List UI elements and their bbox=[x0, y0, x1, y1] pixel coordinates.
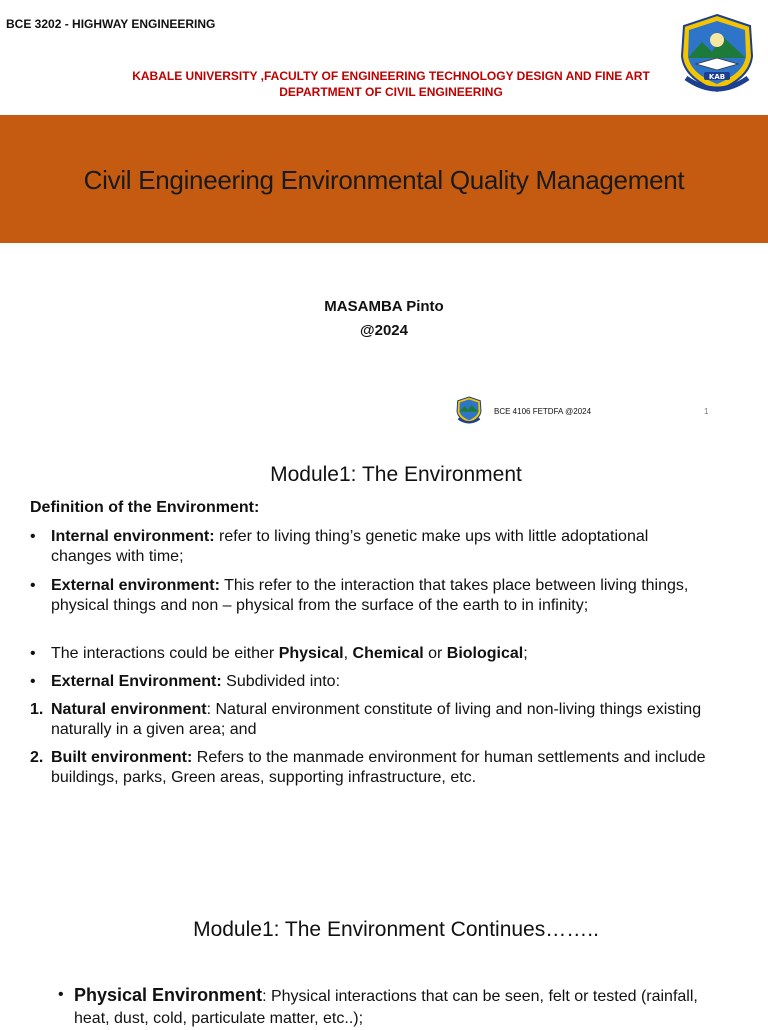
numbered-item bbox=[30, 700, 710, 740]
item-text: Subdivided into: bbox=[221, 673, 341, 690]
interactions-sep: , bbox=[343, 645, 353, 662]
interactions-sep: or bbox=[423, 645, 447, 662]
department-line: DEPARTMENT OF CIVIL ENGINEERING bbox=[279, 85, 503, 99]
presentation-title: Civil Engineering Environmental Quality Management bbox=[83, 165, 685, 195]
interactions-physical: Physical bbox=[278, 645, 344, 662]
slide-footer: BCE 4106 FETDFA @2024 bbox=[494, 407, 592, 416]
interactions-pre: The interactions could be either bbox=[51, 645, 279, 662]
university-line: KABALE UNIVERSITY ,FACULTY OF ENGINEERING TECHNOLOGY DESIGN AND FINE ART bbox=[132, 69, 650, 83]
item-number: 1. bbox=[30, 701, 44, 718]
list-item bbox=[30, 576, 710, 616]
item-text: Refers to the manmade environment for human settlements and include buildings, parks, Green areas, supporting infrastructure, etc. bbox=[51, 749, 706, 786]
item-lead: External environment: bbox=[51, 577, 220, 594]
item-text: This refer to the interaction that takes place between living things, physical things and non – physical from the surface of the earth to in infinity; bbox=[51, 577, 689, 614]
interactions-biological: Biological bbox=[446, 645, 524, 662]
footer-logo-icon bbox=[455, 396, 483, 424]
item-lead: External Environment: bbox=[51, 673, 222, 690]
list-item bbox=[30, 644, 710, 664]
interactions-post: ; bbox=[523, 645, 528, 662]
slide-title-environment: Module1: The Environment bbox=[270, 463, 522, 486]
author-name: MASAMBA Pinto bbox=[324, 298, 444, 315]
item-text: : Natural environment constitute of living and non-living things existing naturally in a given area; and bbox=[51, 701, 702, 738]
item-text: : Physical interactions that can be seen, felt or tested (rainfall, heat, dust, cold, particulate matter, etc..); bbox=[74, 988, 698, 1027]
logo-text: KAB bbox=[708, 73, 726, 81]
bullet-icon: • bbox=[30, 577, 36, 594]
item-lead: Internal environment: bbox=[51, 528, 215, 545]
bullet-icon: • bbox=[30, 673, 36, 690]
item-lead: Built environment: bbox=[51, 749, 193, 766]
bullet-icon: • bbox=[58, 986, 64, 1003]
numbered-item bbox=[30, 748, 710, 788]
definition-heading: Definition of the Environment: bbox=[30, 499, 260, 516]
slide-title-continues: Module1: The Environment Continues…….. bbox=[193, 918, 599, 941]
list-item bbox=[58, 984, 718, 1030]
item-lead: Natural environment bbox=[51, 701, 207, 718]
bullet-icon: • bbox=[30, 528, 36, 545]
item-lead: Physical Environment bbox=[74, 985, 263, 1005]
list-item bbox=[30, 527, 710, 567]
bullet-icon: • bbox=[30, 645, 36, 662]
interactions-chemical: Chemical bbox=[352, 645, 424, 662]
item-number: 2. bbox=[30, 749, 44, 766]
university-logo bbox=[676, 12, 758, 94]
author-year: @2024 bbox=[360, 322, 408, 339]
item-text: refer to living thing’s genetic make ups with little adoptational changes with time; bbox=[51, 528, 649, 565]
course-code: BCE 3202 - HIGHWAY ENGINEERING bbox=[6, 17, 216, 31]
list-item bbox=[30, 672, 710, 692]
slide-number: 1 bbox=[704, 407, 709, 416]
